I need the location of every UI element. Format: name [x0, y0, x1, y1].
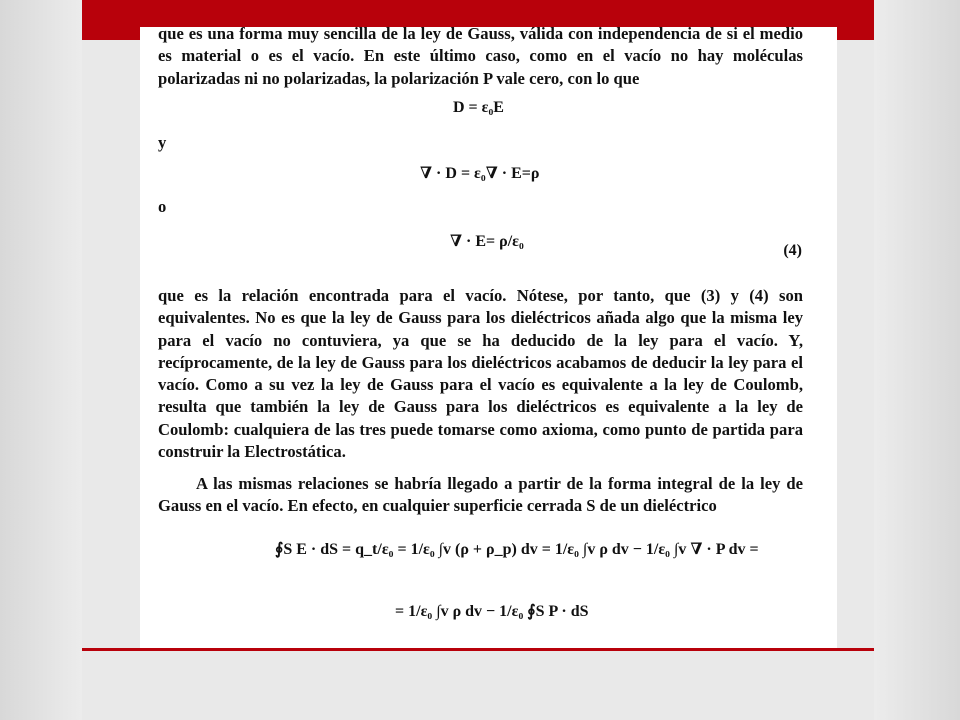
- equation-3: [450, 231, 524, 251]
- equation-4-line-2-text: = 1/ε₀ ∫v ρ dv − 1/ε₀ ∮S P · dS: [395, 603, 589, 620]
- document-page: [140, 24, 837, 648]
- paragraph-1: que es una forma muy sencilla de la ley de Gauss, válida con independencia de si el medio es material o es el vacío. En este último caso, como en el vacío no hay moléculas polarizadas ni no polarizadas, la polarización P vale cero, con lo que: [158, 24, 803, 88]
- equation-4-line-1-text: ∮S E · dS = q_t/ε₀ = 1/ε₀ ∫v (ρ + ρ_p) dv = 1/ε₀ ∫v ρ dv − 1/ε₀ ∫v ∇ · P dv =: [275, 541, 759, 558]
- connector-o: o: [158, 197, 167, 216]
- paragraph-2: que es la relación encontrada para el vacío. Nótese, por tanto, que (3) y (4) son equivalentes. No es que la ley de Gauss para los dieléctricos añada algo que la misma ley para el vacío no contuviera, ya que se ha deducido de la ley para el vacío. Y, recíprocamente, de la ley de Gauss para los dieléctricos acabamos de deducir la ley para el vacío. Como a su vez la ley de Gauss para el vacío es equivalente a la ley de Coulomb, resulta que también la ley de Gauss para los dieléctricos es equivalente a la ley de Coulomb: cualquiera de las tres puede tomarse como axioma, como punto de partida para construir la Electrostática.: [158, 286, 803, 462]
- connector-y: y: [158, 133, 167, 152]
- background-left: [0, 0, 82, 720]
- equation-1: [453, 99, 504, 117]
- equation-4-line-1: [275, 539, 759, 559]
- equation-3-text: ∇ · E= ρ/ε₀: [450, 233, 524, 250]
- equation-3-number: (4): [783, 242, 802, 259]
- equation-4-line-2: [395, 601, 589, 621]
- equation-1-text: D = ε₀E: [453, 99, 504, 116]
- paragraph-3: A las mismas relaciones se habría llegado a partir de la forma integral de la ley de Gauss en el vacío. En efecto, en cualquier superficie cerrada S de un dieléctrico: [158, 474, 803, 516]
- equation-2-text: ∇ · D = ε₀∇ · E=ρ: [420, 165, 540, 182]
- background-right: [874, 0, 960, 720]
- slide-bottom-line: [82, 648, 874, 651]
- equation-2: [420, 163, 539, 183]
